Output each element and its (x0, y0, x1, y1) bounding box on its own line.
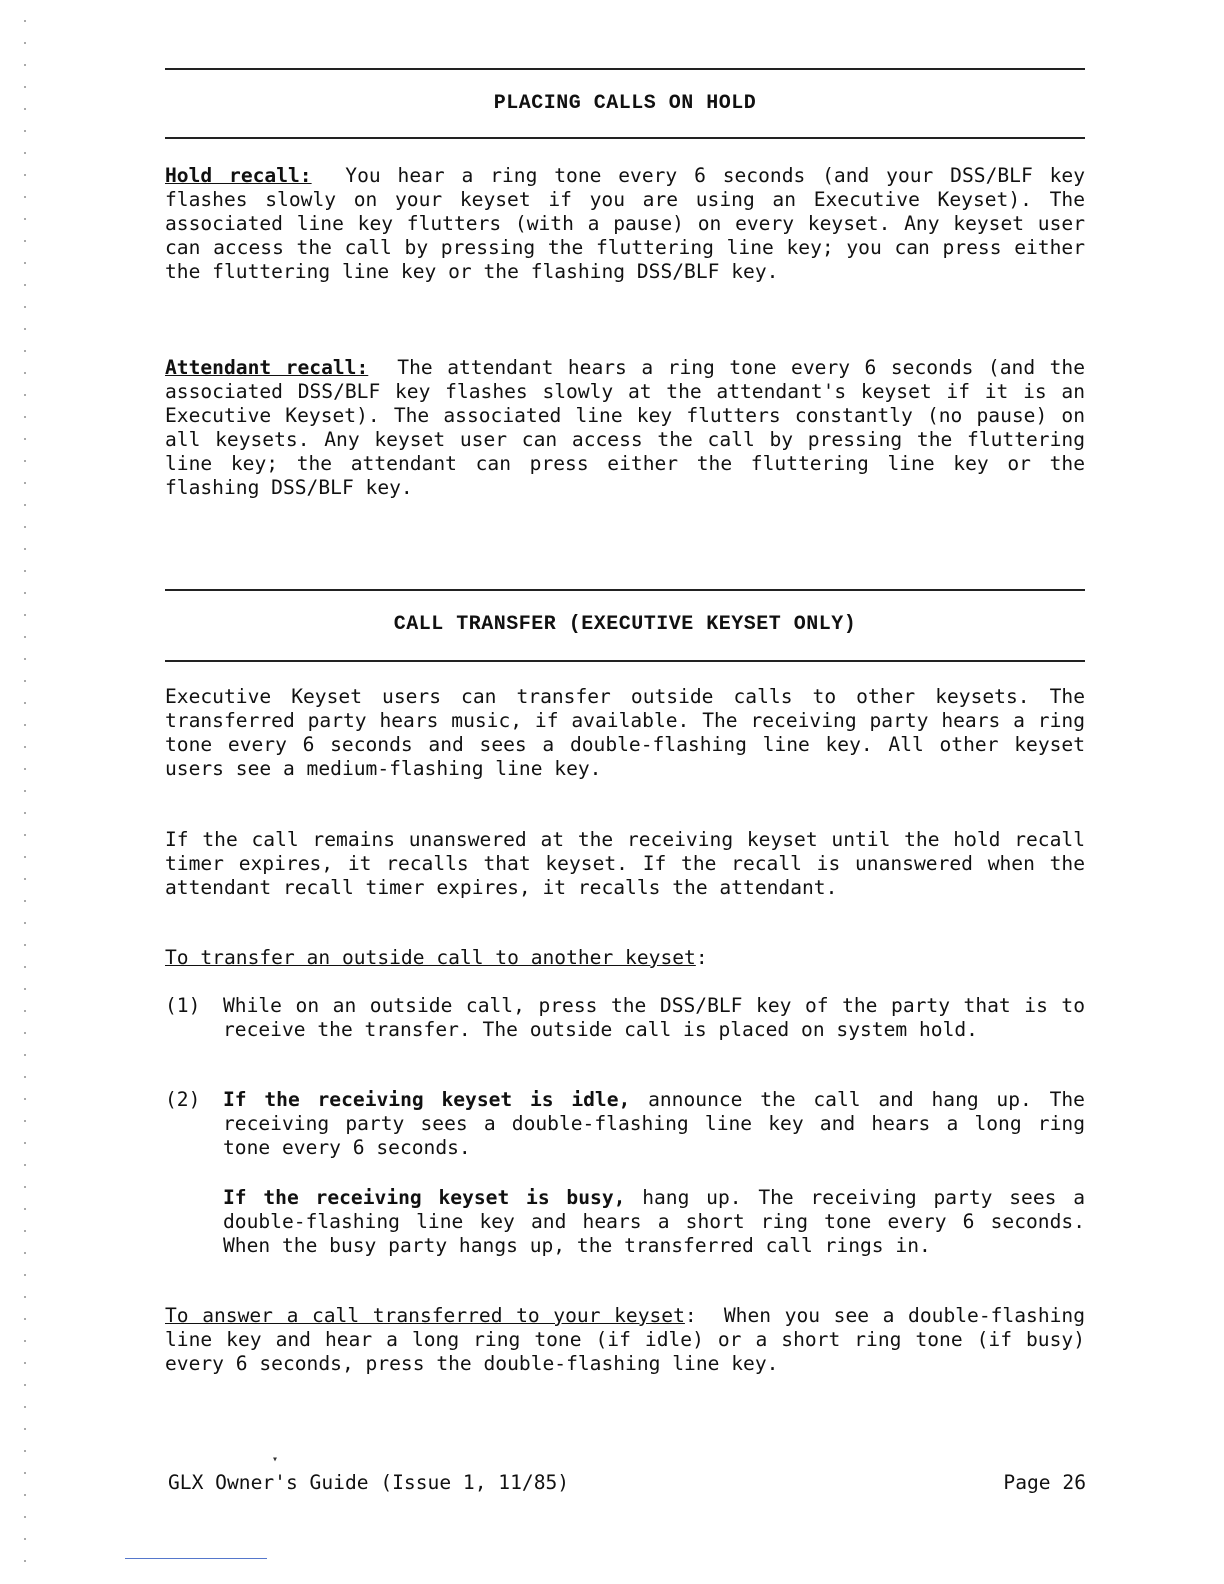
step-1-text: While on an outside call, press the DSS/BLF key of the party that is to receive the transfer. The outside call is placed on system hold. (223, 994, 1085, 1041)
footer-page-number: Page 26 (1003, 1471, 1086, 1494)
step-2-idle-label: If the receiving keyset is idle, (223, 1088, 631, 1111)
section-title-hold: PLACING CALLS ON HOLD (493, 92, 757, 115)
step-2-idle-paragraph (223, 1088, 1085, 1160)
procedure-title: To transfer an outside call to another keyset (165, 946, 696, 969)
answer-text: When you see a double-flashing line key and hear a long ring tone (if idle) or a short ring tone (if busy) every 6 seconds, press the double-flashing line key. (165, 1304, 1086, 1375)
section-title-transfer: CALL TRANSFER (EXECUTIVE KEYSET ONLY) (393, 613, 857, 636)
transfer-intro-paragraph: Executive Keyset users can transfer outside calls to other keysets. The transferred party hears music, if available. The receiving party hears a ring tone every 6 seconds and sees a double-flashing line key. All other keyset users see a medium-flashing line key. (165, 685, 1085, 780)
step-number: (2) (165, 1088, 201, 1111)
section-divider-top (165, 589, 1085, 591)
section-divider-bottom (165, 660, 1085, 662)
answer-label: To answer a call transferred to your keyset (165, 1304, 685, 1327)
answer-colon: : (684, 1304, 697, 1327)
step-2-busy-text: hang up. The receiving party sees a double-flashing line key and hears a short ring tone every 6 seconds. When the busy party hangs up, the transferred call rings in. (223, 1186, 1085, 1257)
step-2-idle-text: announce the call and hang up. The receiving party sees a double-flashing line key and hears a long ring tone every 6 seconds. (223, 1088, 1085, 1159)
attendant-recall-label: Attendant recall: (165, 356, 369, 379)
unanswered-paragraph: If the call remains unanswered at the receiving keyset until the hold recall timer expires, it recalls that keyset. If the recall is unanswered when the attendant recall timer expires, it recalls the attendant. (165, 828, 1085, 899)
scan-speck-icon: ▾ (272, 1454, 279, 1465)
hold-recall-paragraph (165, 164, 1085, 284)
answer-paragraph (165, 1304, 1085, 1376)
attendant-recall-text: The attendant hears a ring tone every 6 seconds (and the associated DSS/BLF key flashes slowly at the attendant's keyset if it is an Executive Keyset). The associated line key flutters constantly (no pause) on all keysets. Any keyset user can access the call by pressing the fluttering line key; the attendant can press either the fluttering line key or the flashing DSS/BLF key. (165, 356, 1086, 499)
scan-edge-dots (22, 10, 28, 1570)
section-divider-bottom (165, 137, 1085, 139)
scan-bottom-line (125, 1558, 267, 1559)
step-2-busy-paragraph (223, 1186, 1085, 1258)
hold-recall-label: Hold recall: (165, 164, 312, 187)
footer-guide-title: GLX Owner's Guide (Issue 1, 11/85) (168, 1471, 570, 1494)
hold-recall-text: You hear a ring tone every 6 seconds (and your DSS/BLF key flashes slowly on your keyset if you are using an Executive Keyset). The associated line key flutters (with a pause) on every keyset. Any keyset user can access the call by pressing the fluttering line key; you can press either the fluttering line key or the flashing DSS/BLF key. (165, 164, 1085, 283)
attendant-recall-paragraph (165, 356, 1085, 500)
procedure-colon: : (695, 946, 708, 969)
section-divider-top (165, 68, 1085, 70)
step-2-busy-label: If the receiving keyset is busy, (223, 1186, 626, 1209)
procedure-heading (165, 946, 1085, 970)
step-number: (1) (165, 994, 201, 1017)
